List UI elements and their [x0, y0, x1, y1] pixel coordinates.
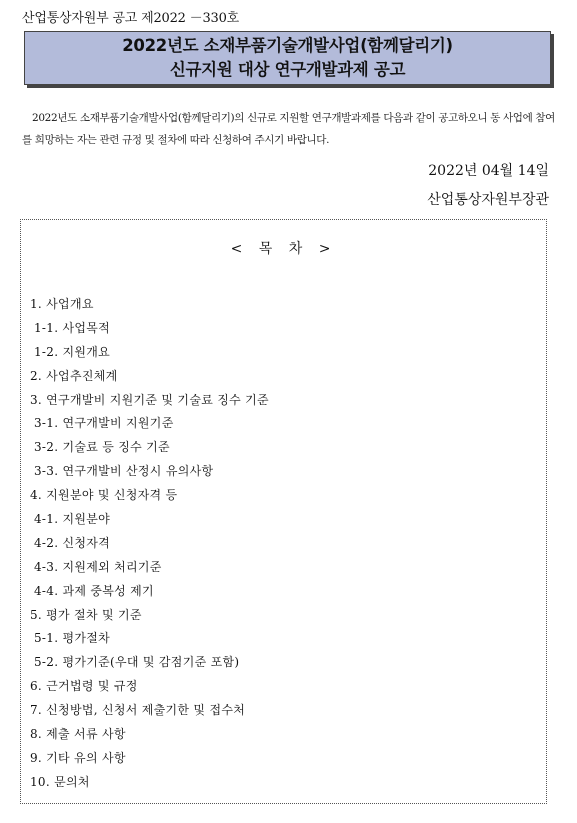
toc-item: 9. 기타 유의 사항 — [30, 750, 126, 765]
toc-item: 1. 사업개요 — [30, 297, 94, 311]
toc-item: 1-2. 지원개요 — [34, 344, 111, 359]
toc-title: < 목 차 > — [230, 241, 337, 257]
toc-item: 6. 근거법령 및 규정 — [30, 679, 138, 694]
toc-item: 3-1. 연구개발비 지원기준 — [34, 416, 174, 431]
toc-item: 3-3. 연구개발비 산정시 유의사항 — [34, 464, 214, 479]
issuer: 산업통상자원부장관 — [427, 192, 549, 208]
toc-item: 2. 사업추진체계 — [30, 368, 118, 383]
announcement-date: 2022년 04월 14일 — [428, 163, 549, 179]
toc-item: 3. 연구개발비 지원기준 및 기술료 징수 기준 — [30, 392, 269, 407]
toc-item: 4. 지원분야 및 신청자격 등 — [30, 488, 178, 503]
toc-list — [30, 293, 269, 795]
toc-item: 4-3. 지원제외 처리기준 — [34, 559, 162, 574]
toc-item: 3-2. 기술료 등 징수 기준 — [34, 440, 170, 455]
title-line-2: 신규지원 대상 연구개발과제 공고 — [169, 60, 406, 79]
title-banner — [24, 31, 551, 85]
toc-item: 4-1. 지원분야 — [34, 512, 111, 527]
toc-item: 4-4. 과제 중복성 제기 — [34, 583, 154, 598]
toc-item: 4-2. 신청자격 — [34, 535, 111, 550]
toc-item: 5-2. 평가기준(우대 및 감점기준 포함) — [34, 655, 240, 670]
notice-number: 산업통상자원부 공고 제2022 －330호 — [22, 11, 240, 26]
toc-item: 7. 신청방법, 신청서 제출기한 및 접수처 — [30, 703, 246, 718]
toc-item: 5-1. 평가절차 — [34, 631, 111, 646]
title-line-1: 2022년도 소재부품기술개발사업(함께달리기) — [122, 36, 453, 55]
toc-item: 10. 문의처 — [30, 774, 90, 789]
toc-item: 1-1. 사업목적 — [34, 320, 111, 335]
toc-item: 5. 평가 절차 및 기준 — [30, 607, 142, 622]
toc-item: 8. 제출 서류 사항 — [30, 727, 126, 742]
intro-paragraph: 2022년도 소재부품기술개발사업(함께달리기)의 신규로 지원할 연구개발과제를 다음과 같이 공고하오니 동 사업에 참여를 희망하는 자는 관련 규정 및 절차에 따라 신청하여 주시기 바랍니다. — [22, 112, 555, 146]
table-of-contents — [20, 219, 547, 804]
